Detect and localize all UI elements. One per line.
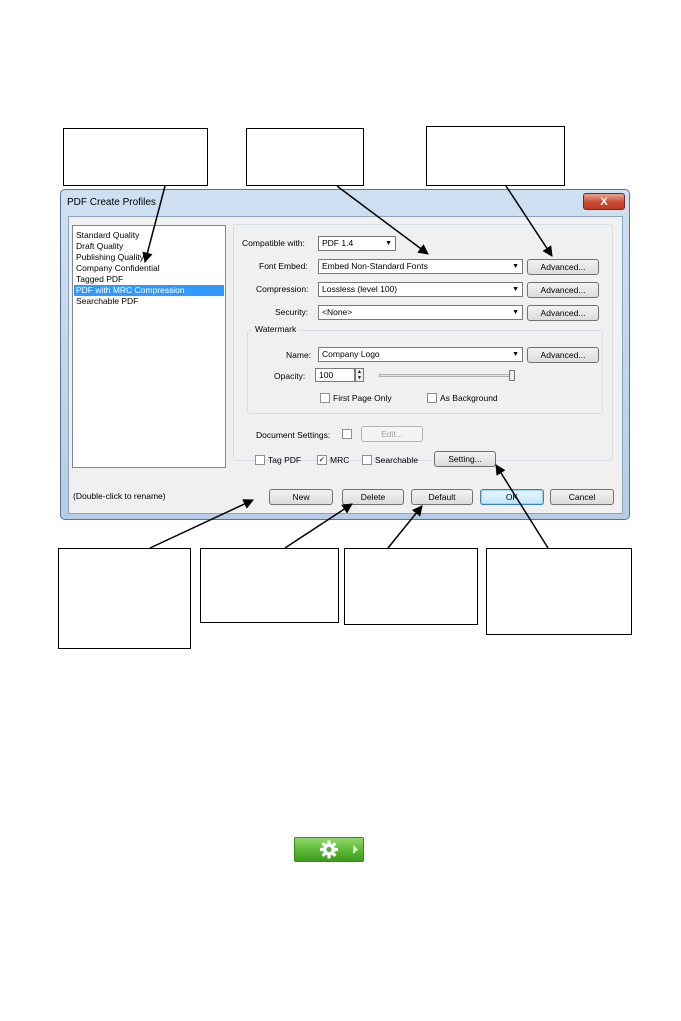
font-embed-label: Font Embed: — [259, 261, 308, 271]
profile-list-item[interactable]: PDF with MRC Compression — [74, 285, 224, 296]
gear-button[interactable] — [294, 837, 364, 862]
arrow-to-default — [388, 506, 422, 548]
searchable-label: Searchable — [375, 455, 419, 465]
compression-value: Lossless (level 100) — [322, 284, 398, 294]
mrc-label: MRC — [330, 455, 350, 465]
close-button[interactable]: X — [583, 193, 625, 210]
delete-button[interactable]: Delete — [342, 489, 404, 505]
chevron-down-icon: ▼ — [512, 351, 519, 358]
ok-button[interactable]: OK — [480, 489, 544, 505]
arrow-to-advanced — [506, 186, 552, 256]
arrow-to-profile-list — [145, 186, 165, 262]
arrow-to-new — [150, 500, 253, 548]
name-label: Name: — [286, 350, 312, 360]
arrow-to-compatible — [337, 186, 428, 254]
cancel-button[interactable]: Cancel — [550, 489, 614, 505]
profile-list-item[interactable]: Company Confidential — [76, 263, 160, 273]
chevron-down-icon: ▼ — [512, 263, 519, 270]
profile-list-item[interactable]: Publishing Quality — [76, 252, 145, 262]
setting-button[interactable]: Setting... — [434, 451, 496, 467]
chevron-down-icon: ▼ — [385, 240, 392, 247]
check-icon: ✓ — [318, 455, 326, 464]
watermark-group-label: Watermark — [252, 324, 299, 334]
chevron-down-icon: ▼ — [512, 309, 519, 316]
default-button[interactable]: Default — [411, 489, 473, 505]
profile-list-item[interactable]: Draft Quality — [76, 241, 124, 251]
watermark-name-value: Company Logo — [322, 349, 380, 359]
new-button[interactable]: New — [269, 489, 333, 505]
compatible-label: Compatible with: — [242, 238, 305, 248]
opacity-spinner[interactable]: ▲ ▼ — [355, 368, 364, 382]
arrow-to-setting — [496, 465, 548, 548]
font-embed-value: Embed Non-Standard Fonts — [322, 261, 428, 271]
tag-pdf-label: Tag PDF — [268, 455, 302, 465]
security-advanced-button[interactable]: Advanced... — [527, 305, 599, 321]
profile-list-item[interactable]: Tagged PDF — [76, 274, 124, 284]
document-settings-label: Document Settings: — [256, 430, 331, 440]
chevron-down-icon: ▼ — [512, 286, 519, 293]
dialog-title: PDF Create Profiles — [67, 197, 156, 208]
edit-button[interactable]: Edit... — [361, 426, 423, 442]
watermark-advanced-button[interactable]: Advanced... — [527, 347, 599, 363]
compression-label: Compression: — [256, 284, 309, 294]
first-page-only-label: First Page Only — [333, 393, 392, 403]
as-background-label: As Background — [440, 393, 498, 403]
profile-list-item[interactable]: Standard Quality — [76, 230, 140, 240]
compression-advanced-button[interactable]: Advanced... — [527, 282, 599, 298]
compatible-value: PDF 1.4 — [322, 238, 354, 248]
rename-hint: (Double-click to rename) — [73, 491, 166, 501]
font-advanced-button[interactable]: Advanced... — [527, 259, 599, 275]
profile-list-item[interactable]: Searchable PDF — [76, 296, 139, 306]
arrow-to-delete — [285, 504, 352, 548]
gear-icon — [295, 838, 363, 861]
opacity-field[interactable]: 100 — [315, 368, 355, 382]
security-label: Security: — [275, 307, 309, 317]
opacity-label: Opacity: — [274, 371, 306, 381]
play-arrow-icon — [353, 845, 358, 854]
security-value: <None> — [322, 307, 353, 317]
